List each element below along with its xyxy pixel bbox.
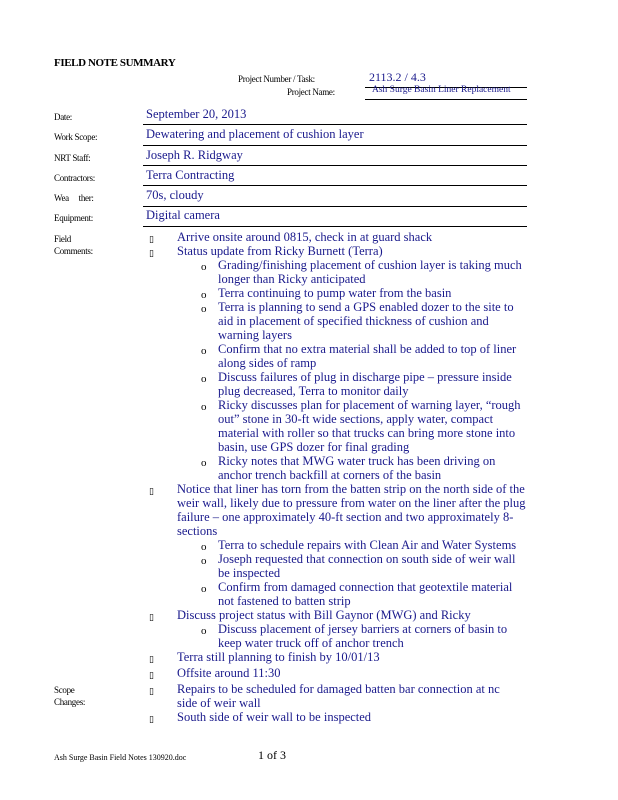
date-value: September 20, 2013 xyxy=(146,107,247,121)
sub-comment-line: keep water truck off of anchor trench xyxy=(218,636,404,650)
date-underline xyxy=(143,124,527,125)
comment-item: Terra still planning to finish by 10/01/13 xyxy=(177,650,380,664)
sub-comment-line: Grading/finishing placement of cushion layer is taking much xyxy=(218,258,522,272)
project-name-value: Ash Surge Basin Liner Replacement xyxy=(372,85,511,95)
bullet-circle: o xyxy=(201,583,207,595)
equipment-underline xyxy=(143,226,527,227)
sub-comment-line: Terra to schedule repairs with Clean Air and Water Systems xyxy=(218,538,517,552)
comment-item-line: failure – one approximately 40-ft section and two approximately 8- xyxy=(177,510,514,524)
comment-item: Discuss project status with Bill Gaynor (MWG) and Ricky xyxy=(177,608,471,622)
weather-value: 70s, cloudy xyxy=(146,188,204,202)
field-comments-label-2: Comments: xyxy=(54,246,93,256)
bullet-square: ▯ xyxy=(149,248,154,258)
bullet-square: ▯ xyxy=(149,612,154,622)
scope-change-item-line: side of weir wall xyxy=(177,696,261,710)
project-name-label: Project Name: xyxy=(287,87,335,97)
sub-comment-line: be inspected xyxy=(218,566,281,580)
sub-comment-line: Discuss failures of plug in discharge pipe – pressure inside xyxy=(218,370,512,384)
equipment-value: Digital camera xyxy=(146,208,220,222)
project-number-label: Project Number / Task: xyxy=(238,74,315,84)
date-label: Date: xyxy=(54,112,72,122)
work-scope-underline xyxy=(143,145,527,146)
weather-label: Wea ther: xyxy=(54,193,94,203)
work-scope-label: Work Scope: xyxy=(54,132,98,142)
scope-change-item: Repairs to be scheduled for damaged batten bar connection at nc xyxy=(177,682,500,696)
bullet-square: ▯ xyxy=(149,486,154,496)
field-comments-label: Field xyxy=(54,234,72,244)
sub-comment-line: Discuss placement of jersey barriers at corners of basin to xyxy=(218,622,508,636)
comment-item: Notice that liner has torn from the batten strip on the north side of the xyxy=(177,482,525,496)
project-name-underline xyxy=(365,99,527,100)
contractors-value: Terra Contracting xyxy=(146,168,235,182)
nrt-staff-underline xyxy=(143,165,527,166)
sub-comment-line: Joseph requested that connection on south side of weir wall xyxy=(218,552,516,566)
sub-comment-line: longer than Ricky anticipated xyxy=(218,272,366,286)
bullet-square: ▯ xyxy=(149,670,154,680)
sub-comment-line: Confirm that no extra material shall be added to top of liner xyxy=(218,342,517,356)
comment-item: Offsite around 11:30 xyxy=(177,666,281,680)
bullet-circle: o xyxy=(201,401,207,413)
bullet-circle: o xyxy=(201,373,207,385)
bullet-circle: o xyxy=(201,457,207,469)
bullet-circle: o xyxy=(201,555,207,567)
sub-comment-line: material with roller so that trucks can bring more stone into xyxy=(218,426,516,440)
nrt-staff-label: NRT Staff: xyxy=(54,153,91,163)
bullet-circle: o xyxy=(201,625,207,637)
sub-comment-line: anchor trench backfill at corners of the basin xyxy=(218,468,442,482)
contractors-label: Contractors: xyxy=(54,173,95,183)
weather-underline xyxy=(143,206,527,207)
comment-item: Status update from Ricky Burnett (Terra) xyxy=(177,244,383,258)
bullet-square: ▯ xyxy=(149,714,154,724)
bullet-square: ▯ xyxy=(149,686,154,696)
sub-comment-line: warning layers xyxy=(218,328,292,342)
document-title: FIELD NOTE SUMMARY xyxy=(54,57,176,69)
bullet-circle: o xyxy=(201,345,207,357)
bullet-circle: o xyxy=(201,261,207,273)
nrt-staff-value: Joseph R. Ridgway xyxy=(146,148,243,162)
bullet-circle: o xyxy=(201,289,207,301)
sub-comment-line: along sides of ramp xyxy=(218,356,317,370)
page-number: 1 of 3 xyxy=(258,748,286,762)
sub-comment-line: out” stone in 30-ft wide sections, apply water, compact xyxy=(218,412,494,426)
bullet-circle: o xyxy=(201,303,207,315)
bullet-square: ▯ xyxy=(149,654,154,664)
comment-item: Arrive onsite around 0815, check in at guard shack xyxy=(177,230,433,244)
sub-comment-line: basin, use GPS dozer for final grading xyxy=(218,440,410,454)
sub-comment-line: aid in placement of specified thickness of cushion and xyxy=(218,314,489,328)
sub-comment-line: plug decreased, Terra to monitor daily xyxy=(218,384,409,398)
scope-changes-label: Scope xyxy=(54,685,75,695)
comment-item-line: sections xyxy=(177,524,218,538)
footer-filename: Ash Surge Basin Field Notes 130920.doc xyxy=(54,753,187,762)
sub-comment-line: Ricky discusses plan for placement of warning layer, “rough xyxy=(218,398,521,412)
sub-comment-line: not fastened to batten strip xyxy=(218,594,351,608)
scope-changes-label-2: Changes: xyxy=(54,697,86,707)
sub-comment-line: Terra is planning to send a GPS enabled dozer to the site to xyxy=(218,300,514,314)
bullet-circle: o xyxy=(201,541,207,553)
sub-comment-line: Confirm from damaged connection that geotextile material xyxy=(218,580,513,594)
project-number-value: 2113.2 / 4.3 xyxy=(369,70,426,84)
sub-comment-line: Ricky notes that MWG water truck has been driving on xyxy=(218,454,496,468)
equipment-label: Equipment: xyxy=(54,213,93,223)
work-scope-value: Dewatering and placement of cushion layer xyxy=(146,127,364,141)
sub-comment-line: Terra continuing to pump water from the basin xyxy=(218,286,452,300)
comment-item-line: weir wall, likely due to pressure from water on the liner after the plug xyxy=(177,496,526,510)
bullet-square: ▯ xyxy=(149,234,154,244)
scope-change-item: South side of weir wall to be inspected xyxy=(177,710,372,724)
contractors-underline xyxy=(143,185,527,186)
